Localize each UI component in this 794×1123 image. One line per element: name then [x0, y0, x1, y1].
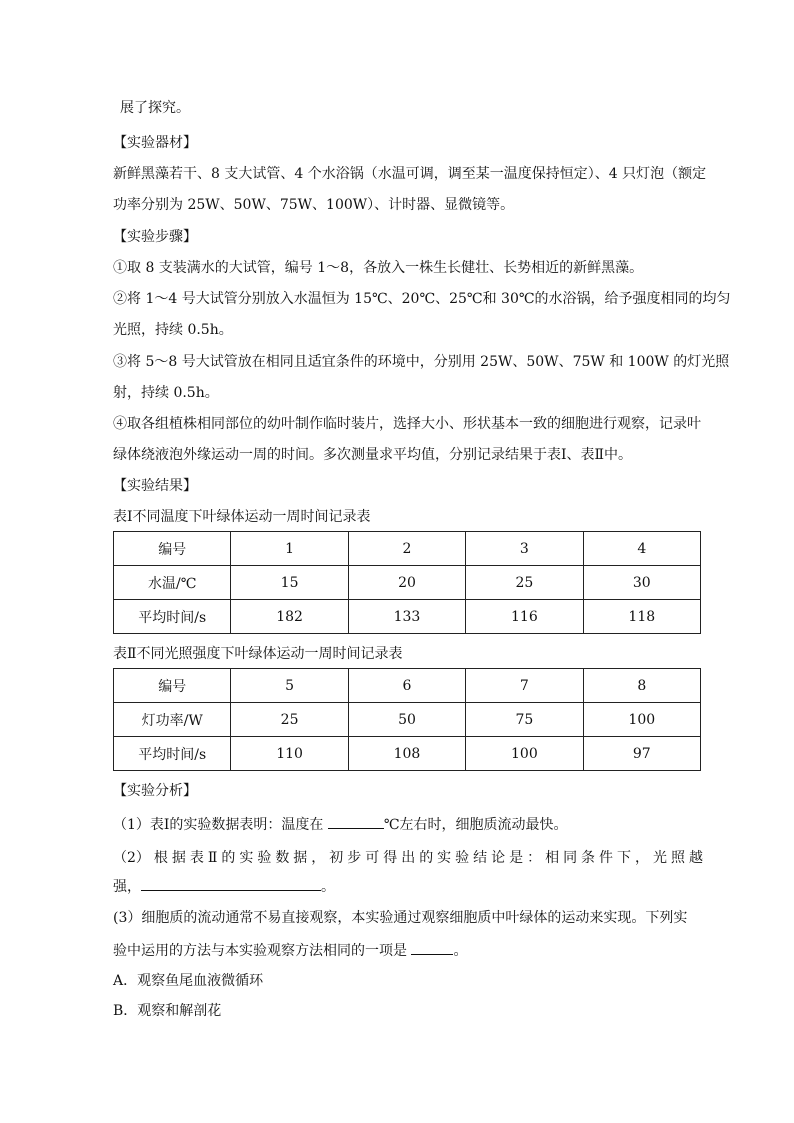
- table-cell: 108: [348, 737, 465, 771]
- table-cell: 110: [231, 737, 348, 771]
- q2-char: 同: [563, 850, 578, 866]
- table-2: [113, 668, 701, 771]
- table-cell: 4: [583, 532, 700, 566]
- table-cell: 8: [583, 669, 700, 703]
- q2-char: 出: [401, 850, 416, 866]
- q2-char: 下: [617, 850, 632, 866]
- table-row: [114, 669, 701, 703]
- answer-blank-2[interactable]: [141, 876, 321, 891]
- table-cell: 2: [348, 532, 465, 566]
- step-2-line-2: 光照，持续 0.5h。: [113, 322, 233, 338]
- table-row: [114, 703, 701, 737]
- q2-char: 验: [257, 850, 272, 866]
- q2-char: 据: [171, 850, 186, 866]
- question-3-text-start: 验中运用的方法与本实验观察方法相同的一项是: [113, 943, 412, 959]
- q2-char: ，: [635, 850, 649, 866]
- q2-char: 据: [293, 850, 308, 866]
- table-cell: 3: [466, 532, 583, 566]
- table-row: [114, 600, 701, 634]
- q2-char: 的: [221, 850, 236, 866]
- table-cell: 编号: [114, 532, 231, 566]
- table-cell: 97: [583, 737, 700, 771]
- table-cell: 7: [466, 669, 583, 703]
- q2-char: 表: [189, 850, 204, 866]
- q2-char: 是: [509, 850, 524, 866]
- intro-text: 展了探究。: [120, 100, 190, 116]
- q2-char: 得: [383, 850, 398, 866]
- table-cell: 75: [466, 703, 583, 737]
- question-3-line-1: (3）细胞质的流动通常不易直接观察，本实验通过观察细胞质中叶绿体的运动来实现。下列实: [113, 910, 688, 926]
- question-3-line-2: [113, 940, 703, 961]
- table-cell: 25: [231, 703, 348, 737]
- q2-char: Ⅱ: [207, 850, 218, 866]
- q2-char: 的: [419, 850, 434, 866]
- table-cell: 5: [231, 669, 348, 703]
- q2-char: （2）: [113, 850, 150, 866]
- table-cell: 水温/℃: [114, 566, 231, 600]
- results-heading: 【实验结果】: [113, 478, 197, 494]
- q2-char: 步: [347, 850, 362, 866]
- step-3-line-1: ③将 5～8 号大试管放在相同且适宜条件的环境中，分别用 25W、50W、75W 和 100W 的灯光照: [113, 354, 730, 370]
- step-4-line-1: ④取各组植株相同部位的幼叶制作临时装片，选择大小、形状基本一致的细胞进行观察，记录叶: [113, 416, 701, 432]
- q2-char: 实: [437, 850, 452, 866]
- table-1-caption: 表Ⅰ不同温度下叶绿体运动一周时间记录表: [113, 509, 371, 525]
- table-cell: 133: [348, 600, 465, 634]
- answer-blank-1[interactable]: [328, 814, 384, 829]
- step-3-line-2: 射，持续 0.5h。: [113, 385, 219, 401]
- table-cell: 平均时间/s: [114, 737, 231, 771]
- q2-char: ：: [527, 850, 542, 866]
- q2-char: 光: [652, 850, 667, 866]
- table-cell: 100: [583, 703, 700, 737]
- table-cell: 1: [231, 532, 348, 566]
- question-2-line-1: [113, 848, 703, 868]
- q2-char: 实: [239, 850, 254, 866]
- question-2-line-2: [113, 876, 703, 897]
- table-cell: 灯功率/W: [114, 703, 231, 737]
- table-cell: 20: [348, 566, 465, 600]
- table-cell: 182: [231, 600, 348, 634]
- q2-char: 结: [473, 850, 488, 866]
- question-2-text-start: 强，: [113, 879, 141, 895]
- table-cell: 116: [466, 600, 583, 634]
- option-a: A．观察鱼尾血液微循环: [113, 973, 264, 989]
- materials-text-line-1: 新鲜黑藻若干、8 支大试管、4 个水浴锅（水温可调，调至某一温度保持恒定）、4 只灯泡（额定: [113, 166, 707, 182]
- table-cell: 15: [231, 566, 348, 600]
- q2-char: 根: [153, 850, 168, 866]
- materials-heading: 【实验器材】: [113, 135, 197, 151]
- analysis-heading: 【实验分析】: [113, 783, 197, 799]
- question-1-text-end: ℃左右时，细胞质流动最快。: [383, 817, 568, 833]
- q2-char: ，: [311, 850, 326, 866]
- table-cell: 118: [583, 600, 700, 634]
- table-cell: 编号: [114, 669, 231, 703]
- q2-char: 越: [688, 850, 703, 866]
- q2-char: 条: [581, 850, 596, 866]
- q2-char: 数: [275, 850, 290, 866]
- q2-char: 初: [329, 850, 344, 866]
- q2-char: 论: [491, 850, 506, 866]
- table-cell: 30: [583, 566, 700, 600]
- table-cell: 平均时间/s: [114, 600, 231, 634]
- q2-char: 照: [670, 850, 685, 866]
- question-1-text-start: （1）表Ⅰ的实验数据表明：温度在: [113, 817, 328, 833]
- steps-heading: 【实验步骤】: [113, 229, 197, 245]
- q2-char: 件: [599, 850, 614, 866]
- table-cell: 25: [466, 566, 583, 600]
- q2-char: 相: [545, 850, 560, 866]
- materials-text-line-2: 功率分别为 25W、50W、75W、100W）、计时器、显微镜等。: [113, 197, 515, 213]
- table-row: [114, 737, 701, 771]
- option-b: B．观察和解剖花: [113, 1003, 222, 1019]
- step-4-line-2: 绿体绕液泡外缘运动一周的时间。多次测量求平均值，分别记录结果于表Ⅰ、表Ⅱ中。: [113, 447, 633, 463]
- q2-char: 验: [455, 850, 470, 866]
- table-cell: 6: [348, 669, 465, 703]
- q2-char: 可: [365, 850, 380, 866]
- question-3-text-end: 。: [453, 943, 468, 959]
- table-cell: 100: [466, 737, 583, 771]
- table-1: [113, 531, 701, 634]
- question-1: [113, 814, 703, 835]
- step-2-line-1: ②将 1～4 号大试管分别放入水温恒为 15℃、20℃、25℃和 30℃的水浴锅，给予强度相同的均匀: [113, 291, 731, 307]
- table-row: [114, 566, 701, 600]
- table-row: [114, 532, 701, 566]
- table-cell: 50: [348, 703, 465, 737]
- question-2-text-end: 。: [321, 879, 335, 895]
- table-2-caption: 表Ⅱ不同光照强度下叶绿体运动一周时间记录表: [113, 646, 403, 662]
- step-1: ①取 8 支装满水的大试管，编号 1～8，各放入一株生长健壮、长势相近的新鲜黑藻。: [113, 260, 644, 276]
- answer-blank-3[interactable]: [411, 940, 453, 955]
